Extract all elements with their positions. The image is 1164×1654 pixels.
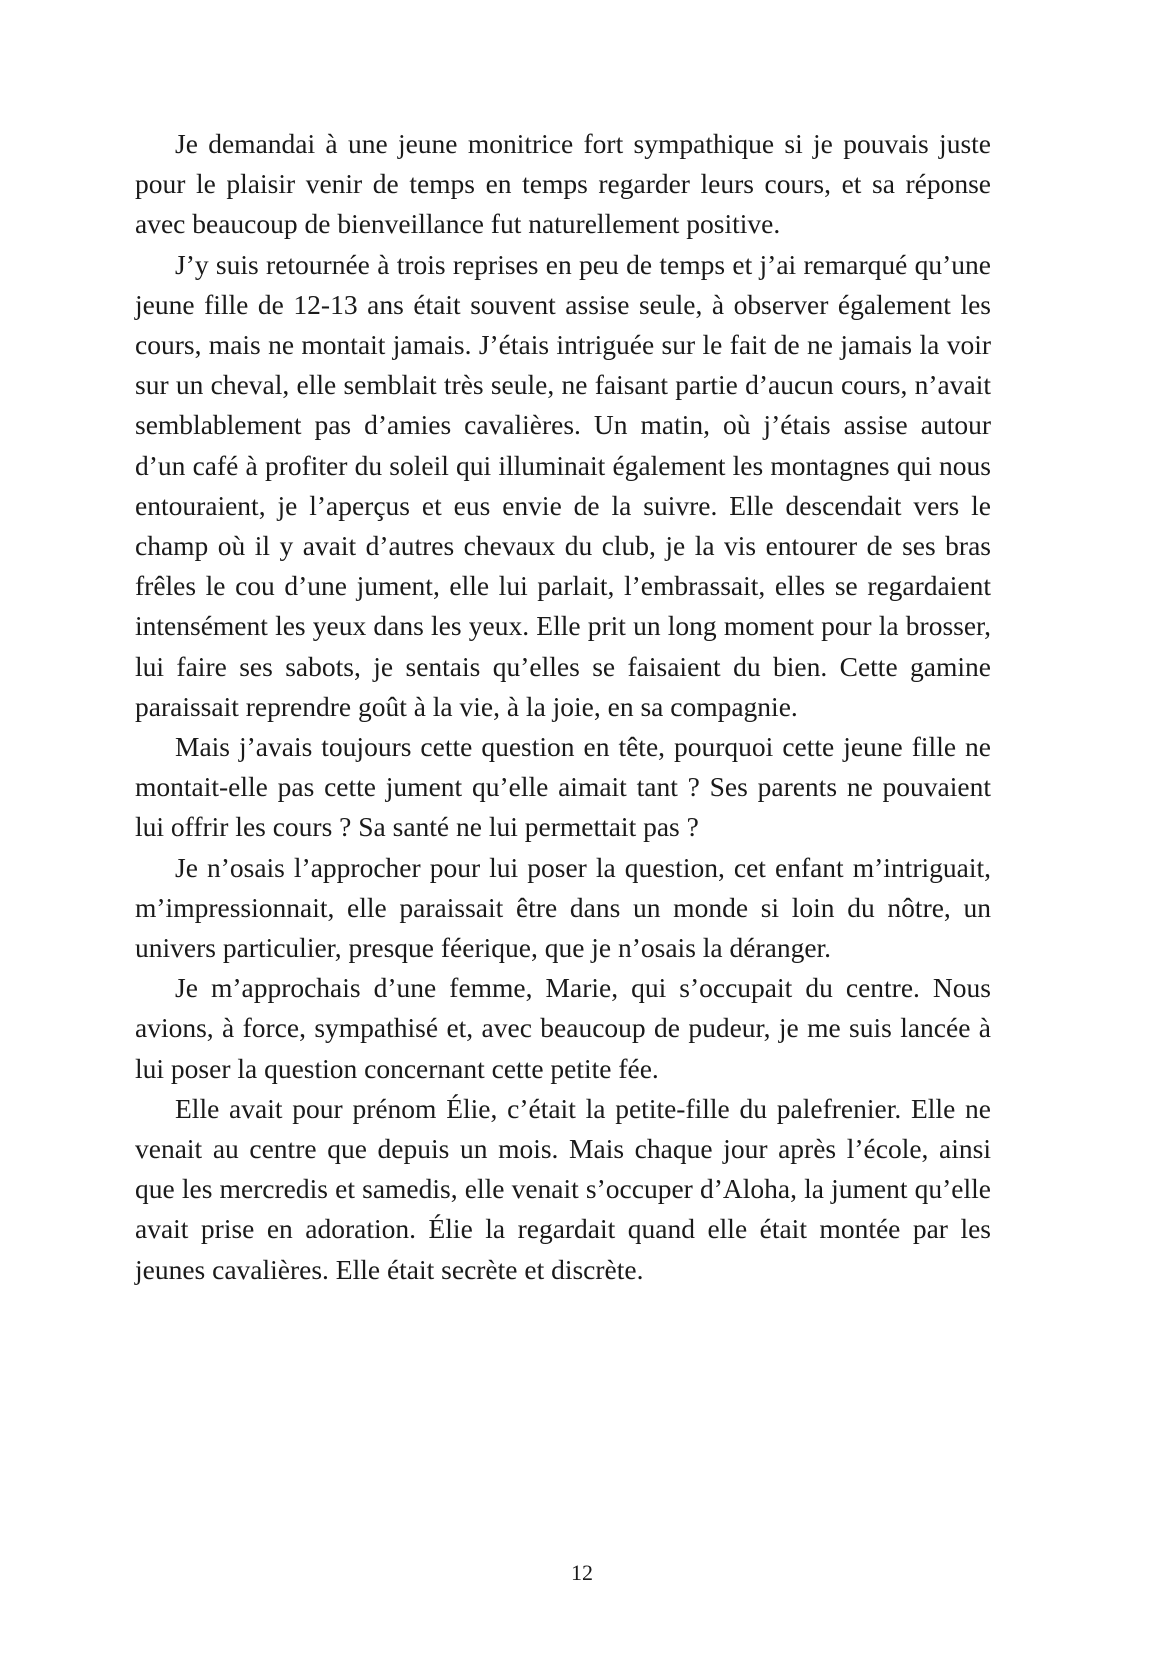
paragraph-5: Je m’approchais d’une femme, Marie, qui s’occupait du centre. Nous avions, à force, sympathisé et, avec beaucoup de pudeur, je me suis lancée à lui poser la question concernant cette petite fée. <box>135 972 991 1084</box>
paragraph-3: Mais j’avais toujours cette question en tête, pourquoi cette jeune fille ne montait-elle pas cette jument qu’elle aimait tant ? Ses parents ne pouvaient lui offrir les cours ? Sa santé ne lui permettait pas ? <box>135 731 991 843</box>
paragraph-2: J’y suis retournée à trois reprises en peu de temps et j’ai remarqué qu’une jeune fille de 12-13 ans était souvent assise seule, à observer également les cours, mais ne montait jamais. J’étais intriguée sur le fait de ne jamais la voir sur un cheval, elle semblait très seule, ne faisant partie d’aucun cours, n’avait semblablement pas d’amies cavalières. Un matin, où j’étais assise autour d’un café à profiter du soleil qui illuminait également les montagnes qui nous entouraient, je l’aperçus et eus envie de la suivre. Elle descendait vers le champ où il y avait d’autres chevaux du club, je la vis entourer de ses bras frêles le cou d’une jument, elle lui parlait, l’embrassait, elles se regardaient intensément les yeux dans les yeux. Elle prit un long moment pour la brosser, lui faire ses sabots, je sentais qu’elles se faisaient du bien. Cette gamine paraissait reprendre goût à la vie, à la joie, en sa compagnie. <box>135 248 991 722</box>
paragraph-6: Elle avait pour prénom Élie, c’était la petite-fille du palefrenier. Elle ne venait au centre que depuis un mois. Mais chaque jour après l’école, ainsi que les mercredis et samedis, elle venait s’occuper d’Aloha, la jument qu’elle avait prise en adoration. Élie la regardait quand elle était montée par les jeunes cavalières. Elle était secrète et discrète. <box>135 1092 991 1285</box>
page-number: 12 <box>571 1560 593 1585</box>
page-body <box>135 124 991 1290</box>
paragraph-1: Je demandai à une jeune monitrice fort sympathique si je pouvais juste pour le plaisir venir de temps en temps regarder leurs cours, et sa réponse avec beaucoup de bienveillance fut naturellement positive. <box>135 128 991 240</box>
paragraph-4: Je n’osais l’approcher pour lui poser la question, cet enfant m’intriguait, m’impressionnait, elle paraissait être dans un monde si loin du nôtre, un univers particulier, presque féerique, que je n’osais la déranger. <box>135 851 991 964</box>
